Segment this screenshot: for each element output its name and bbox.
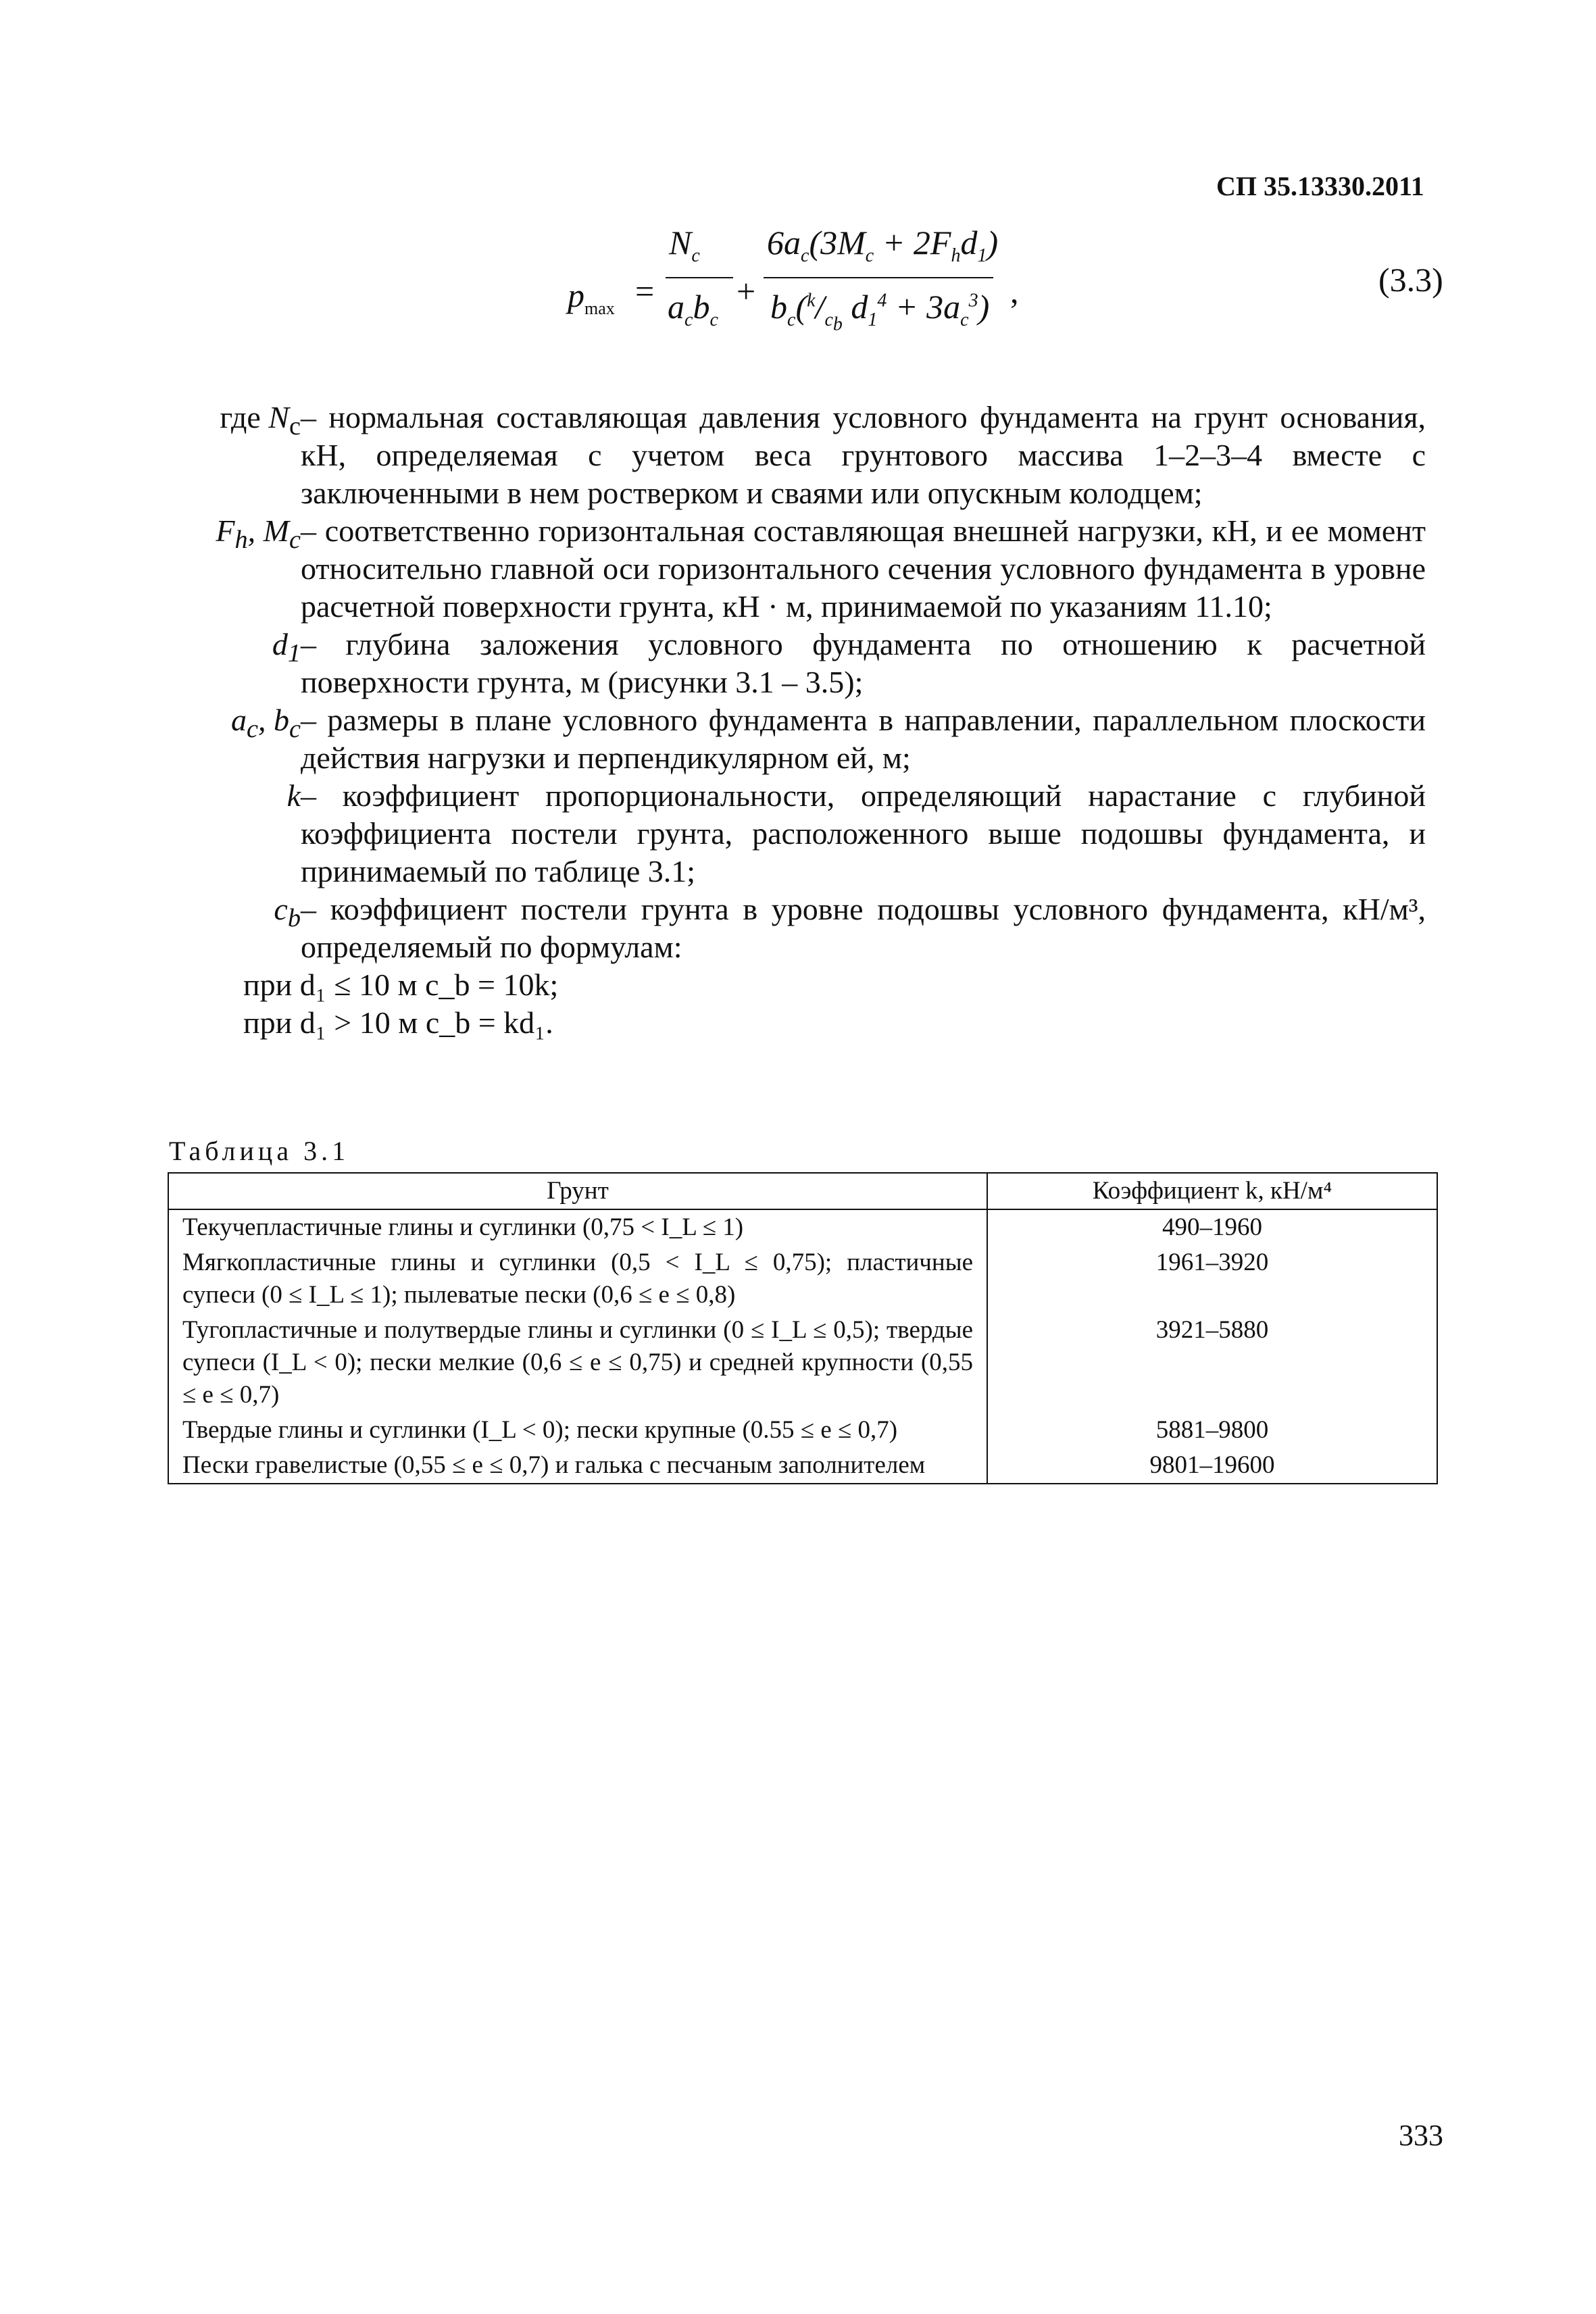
definition-term: $c_b$ [274, 892, 301, 933]
value-cell: 9801–19600 [987, 1448, 1437, 1484]
condition-line-1: при d₁ ≤ 10 м c_b = 10k; [243, 967, 559, 1002]
document-code: СП 35.13330.2011 [1216, 171, 1424, 201]
fraction1-bar [666, 277, 733, 278]
value-cell: 5881–9800 [987, 1413, 1437, 1448]
definition-term: $d_1$ [272, 627, 301, 668]
table-row [168, 1245, 1437, 1313]
fraction2-bar [764, 277, 993, 278]
definition-item [162, 399, 1426, 512]
formula-comma: , [1010, 272, 1019, 310]
condition-line-2: при d₁ > 10 м c_b = kd₁. [243, 1005, 553, 1040]
formula-lhs: $p_{max}$ [568, 276, 615, 318]
soil-cell: Текучепластичные глины и суглинки (0,75 < I_L ≤ 1) [168, 1209, 987, 1245]
table-caption: Таблица 3.1 [169, 1136, 350, 1166]
definition-text: – коэффициент постели грунта в уровне подошвы условного фундамента, кН/м³, определяемый по формулам: [301, 892, 1426, 964]
definition-term: k [286, 778, 301, 813]
fraction2-denominator: $b_c(^k/_{c_b}$ $d_1^4 + 3a_c^3$) [770, 288, 990, 335]
value-cell: 3921–5880 [987, 1313, 1437, 1413]
fraction1-denominator: $a_cb_c$ [668, 288, 718, 330]
definition-term: $F_h$, $M_c$ [216, 513, 301, 555]
definition-item [162, 890, 1426, 966]
definition-text: – размеры в плане условного фундамента в направлении, параллельном плоскости действия нагрузки и перпендикулярном ей, м; [301, 703, 1426, 775]
definition-text: – глубина заложения условного фундамента по отношению к расчетной поверхности грунта, м (рисунки 3.1 – 3.5); [301, 627, 1426, 699]
definitions-list [162, 399, 1426, 1042]
definition-text: – соответственно горизонтальная составляющая внешней нагрузки, кН, и ее момент относительно главной оси горизонтального сечения условного фундамента в уровне расчетной поверхности грунта, кН · м, принимаемой по указаниям 11.10; [301, 513, 1426, 624]
soil-cell: Мягкопластичные глины и суглинки (0,5 < I_L ≤ 0,75); пластичные супеси (0 ≤ I_L ≤ 1); пылеватые пески (0,6 ≤ e ≤ 0,8) [168, 1245, 987, 1313]
definition-term: $a_c$, $b_c$ [230, 703, 301, 744]
column-header-soil: Грунт [168, 1173, 987, 1209]
value-cell: 1961–3920 [987, 1245, 1437, 1313]
table-row [168, 1209, 1437, 1245]
value-cell: 490–1960 [987, 1209, 1437, 1245]
definition-item [162, 512, 1426, 626]
table-row [168, 1313, 1437, 1413]
soil-cell: Твердые глины и суглинки (I_L < 0); пески крупные (0.55 ≤ e ≤ 0,7) [168, 1413, 987, 1448]
definition-text: – коэффициент пропорциональности, определяющий нарастание с глубиной коэффициента постели грунта, расположенного выше подошвы фундамента, и принимаемый по таблице 3.1; [301, 778, 1426, 888]
formula-3-3 [568, 223, 1041, 392]
table-row [168, 1413, 1437, 1448]
definition-item [162, 777, 1426, 890]
formula-plus: + [737, 272, 756, 310]
fraction2-numerator: $6a_c(3M_c + 2F_hd_1)$ [767, 224, 999, 266]
table-row [168, 1448, 1437, 1484]
definition-item [162, 701, 1426, 777]
definition-item [162, 626, 1426, 701]
table-header-row [168, 1173, 1437, 1209]
fraction1-numerator: $N_c$ [669, 224, 700, 266]
page-number: 333 [1399, 2119, 1443, 2152]
soil-cell: Пески гравелистые (0,55 ≤ e ≤ 0,7) и галька с песчаным заполнителем [168, 1448, 987, 1484]
definitions-intro: где $N_c$ [220, 400, 301, 441]
column-header-coefficient: Коэффициент k, кН/м⁴ [987, 1173, 1437, 1209]
formula-equals: = [635, 272, 655, 310]
definition-text: – нормальная составляющая давления условного фундамента на грунт основания, кН, определяемая с учетом веса грунтового массива 1–2–3–4 вместе с заключенными в нем ростверком и сваями или опускным колодцем; [301, 400, 1426, 510]
equation-number: (3.3) [1378, 261, 1443, 299]
soil-cell: Тугопластичные и полутвердые глины и суглинки (0 ≤ I_L ≤ 0,5); твердые супеси (I_L < 0); пески мелкие (0,6 ≤ e ≤ 0,75) и средней крупности (0,55 ≤ e ≤ 0,7) [168, 1313, 987, 1413]
soil-coefficient-table [168, 1172, 1438, 1484]
